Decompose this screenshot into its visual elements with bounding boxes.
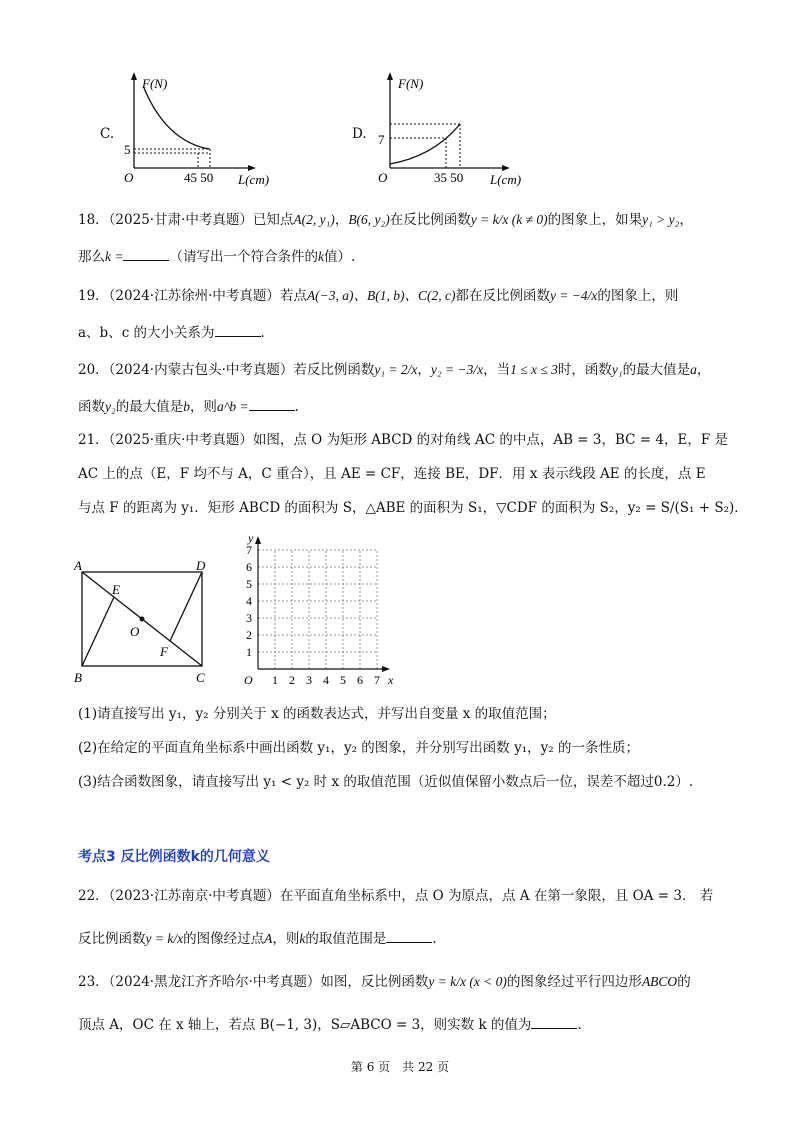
grid-origin: O (244, 673, 253, 687)
graph-c-xtick: 45 50 (184, 170, 214, 185)
grid-ytick: 7 (246, 543, 252, 557)
graph-d-xlabel: L(cm) (490, 172, 522, 187)
q20-line2: 函数y₂的最大值是b，则a^b = . (78, 396, 728, 417)
answer-blank[interactable] (386, 928, 432, 943)
vertex-d: D (196, 558, 206, 573)
point-o: O (130, 624, 140, 639)
grid-ytick: 6 (246, 560, 252, 574)
graph-c-plot (120, 68, 290, 188)
section-heading: 考点3 反比例函数k的几何意义 (78, 849, 270, 865)
vertex-a: A (74, 558, 82, 573)
vertex-c: C (196, 670, 205, 685)
q21-sub1: (1)请直接写出 y₁，y₂ 分别关于 x 的函数表达式，并写出自变量 x 的取值范围； (78, 706, 556, 722)
grid-xtick: 7 (374, 673, 380, 687)
q18-function: y = k/x (k ≠ 0) (470, 212, 548, 227)
grid-xtick: 4 (323, 673, 329, 687)
graph-d (352, 68, 542, 188)
graph-d-label: D. (352, 126, 367, 142)
q19-line2: a、b、c 的大小关系为 . (78, 322, 728, 343)
vertex-b: B (74, 670, 82, 685)
graph-c-ylabel: F(N) (142, 76, 168, 91)
q18-condition: y₁ > y₂ (642, 212, 680, 227)
q18-line2: 那么k = （请写出一个符合条件的k值）. (78, 246, 728, 267)
q20-f2: y₂ = −3/x (430, 362, 484, 377)
grid-ytick: 4 (246, 594, 252, 608)
point-f: F (160, 644, 168, 659)
q22-function: y = k/x (145, 931, 184, 946)
q23-line1: 23．（2024·黑龙江齐齐哈尔·中考真题）如图，反比例函数y = k/x (x < 0)的图象经过平行四边形ABCO的 (78, 974, 691, 990)
grid-xtick: 3 (306, 673, 312, 687)
grid-ytick: 3 (246, 611, 252, 625)
graph-c-xlabel: L(cm) (238, 172, 270, 187)
q18-point-b: B(6, y₂) (348, 212, 390, 227)
gridlines (258, 550, 377, 669)
answer-blank[interactable] (123, 246, 169, 261)
grid-ytick: 5 (246, 577, 252, 591)
q22-line2: 反比例函数y = k/x的图像经过点A，则k的取值范围是 . (78, 928, 728, 949)
q20-line1: 20．（2024·内蒙古包头·中考真题）若反比例函数y₁ = 2/x，y₂ = −3/x，当1 ≤ x ≤ 3时，函数y₁的最大值是a， (78, 362, 711, 378)
grid-ytick: 2 (246, 628, 252, 642)
q21-line2: AC 上的点（E，F 均不与 A，C 重合），且 AE = CF，连接 BE，DF．用 x 表示线段 AE 的长度，点 E (78, 466, 706, 482)
grid-xtick: 5 (340, 673, 346, 687)
q23-line2: 顶点 A，OC 在 x 轴上，若点 B(−1, 3)，S▱ABCO = 3，则实数 k 的值为 . (78, 1014, 728, 1035)
point-e: E (112, 582, 120, 597)
grid-xtick: 2 (289, 673, 295, 687)
answer-blank[interactable] (215, 322, 261, 337)
graph-d-plot (374, 68, 544, 188)
grid-ylabel: y (248, 532, 254, 545)
q23-function: y = k/x (x < 0) (428, 974, 507, 989)
q19-line1: 19．（2024·江苏徐州·中考真题）若点A(−3, a)、B(1, b)、C(2, c)都在反比例函数y = −4/x的图象上，则 (78, 288, 679, 304)
q21-line1: 21．（2025·重庆·中考真题）如图，点 O 为矩形 ABCD 的对角线 AC 的中点，AB = 3，BC = 4，E，F 是 (78, 432, 728, 448)
q19-function: y = −4/x (549, 288, 598, 303)
grid-xlabel: x (388, 673, 394, 687)
q18-point-a: A(2, y₁) (293, 212, 335, 227)
q19-points: A(−3, a)、B(1, b)、C(2, c) (306, 288, 456, 303)
graph-d-ytick: 7 (378, 132, 385, 147)
rectangle-figure (72, 556, 222, 686)
graph-c (100, 68, 290, 188)
q22-line1: 22．（2023·江苏南京·中考真题）在平面直角坐标系中，点 O 为原点，点 A 在第一象限，且 OA = 3． 若 (78, 888, 714, 904)
grid-xtick: 1 (272, 673, 278, 687)
graph-c-origin: O (124, 170, 134, 185)
answer-blank[interactable] (531, 1014, 577, 1029)
graph-c-label: C. (100, 126, 115, 142)
grid-ytick: 1 (246, 645, 252, 659)
graph-d-origin: O (378, 170, 388, 185)
grid-xtick: 6 (357, 673, 363, 687)
page-footer: 第 6 页 共 22 页 (350, 1060, 450, 1074)
coordinate-grid[interactable] (236, 532, 406, 692)
q21-sub3: (3)结合函数图象，请直接写出 y₁ < y₂ 时 x 的取值范围（近似值保留小数点后一位，误差不超过0.2）. (78, 774, 694, 790)
answer-blank[interactable] (249, 396, 295, 411)
graph-c-ytick: 5 (124, 142, 131, 157)
q20-f1: y₁ = 2/x (374, 362, 418, 377)
graph-d-ylabel: F(N) (398, 76, 424, 91)
q21-sub2: (2)在给定的平面直角坐标系中画出函数 y₁，y₂ 的图象，并分别写出函数 y₁，y₂ 的一条性质； (78, 740, 639, 756)
q21-line3: 与点 F 的距离为 y₁．矩形 ABCD 的面积为 S，△ABE 的面积为 S₁，▽CDF 的面积为 S₂，y₂ = S/(S₁ + S₂)． (78, 500, 748, 516)
graph-d-xtick: 35 50 (434, 170, 464, 185)
q18-line1: 18．（2025·甘肃·中考真题）已知点A(2, y₁)，B(6, y₂)在反比例函数y = k/x (k ≠ 0)的图象上，如果y₁ > y₂， (78, 212, 693, 228)
